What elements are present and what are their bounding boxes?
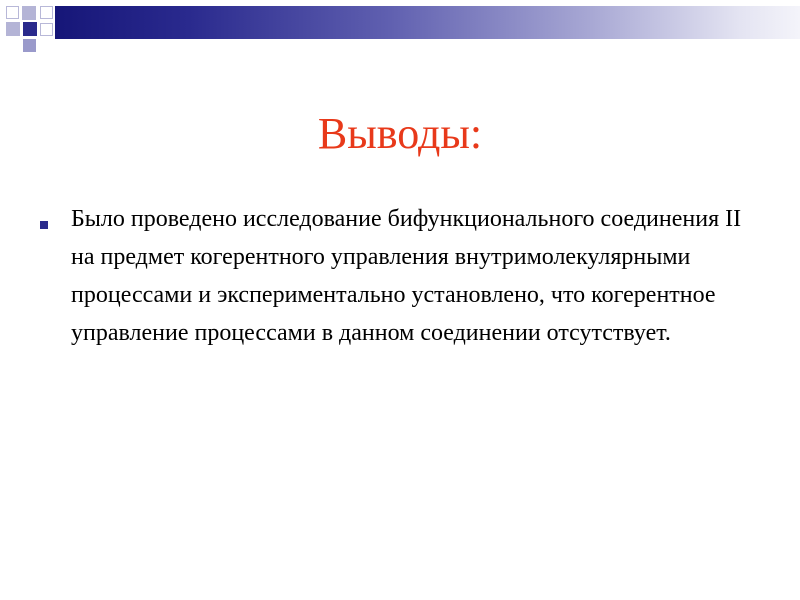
decor-square-outline-3 — [40, 23, 53, 36]
bullet-text: Было проведено исследование бифункционального соединения II на предмет когерентного управления внутримолекулярными процессами и экспериментально установлено, что когерентное управление процессами в данном соединении отсутствует. — [71, 206, 742, 346]
bullet-item — [40, 200, 770, 352]
decor-square-dark — [23, 22, 37, 36]
decor-square-outline-1 — [6, 6, 19, 19]
slide-title: Выводы: — [317, 109, 483, 158]
header-gradient-bar — [55, 6, 800, 39]
decor-square-light-2 — [6, 22, 20, 36]
decor-square-light-1 — [22, 6, 36, 20]
decor-square-mid — [23, 39, 36, 52]
square-bullet-icon — [40, 221, 48, 229]
bullet-list — [40, 200, 770, 352]
decor-square-outline-2 — [40, 6, 53, 19]
